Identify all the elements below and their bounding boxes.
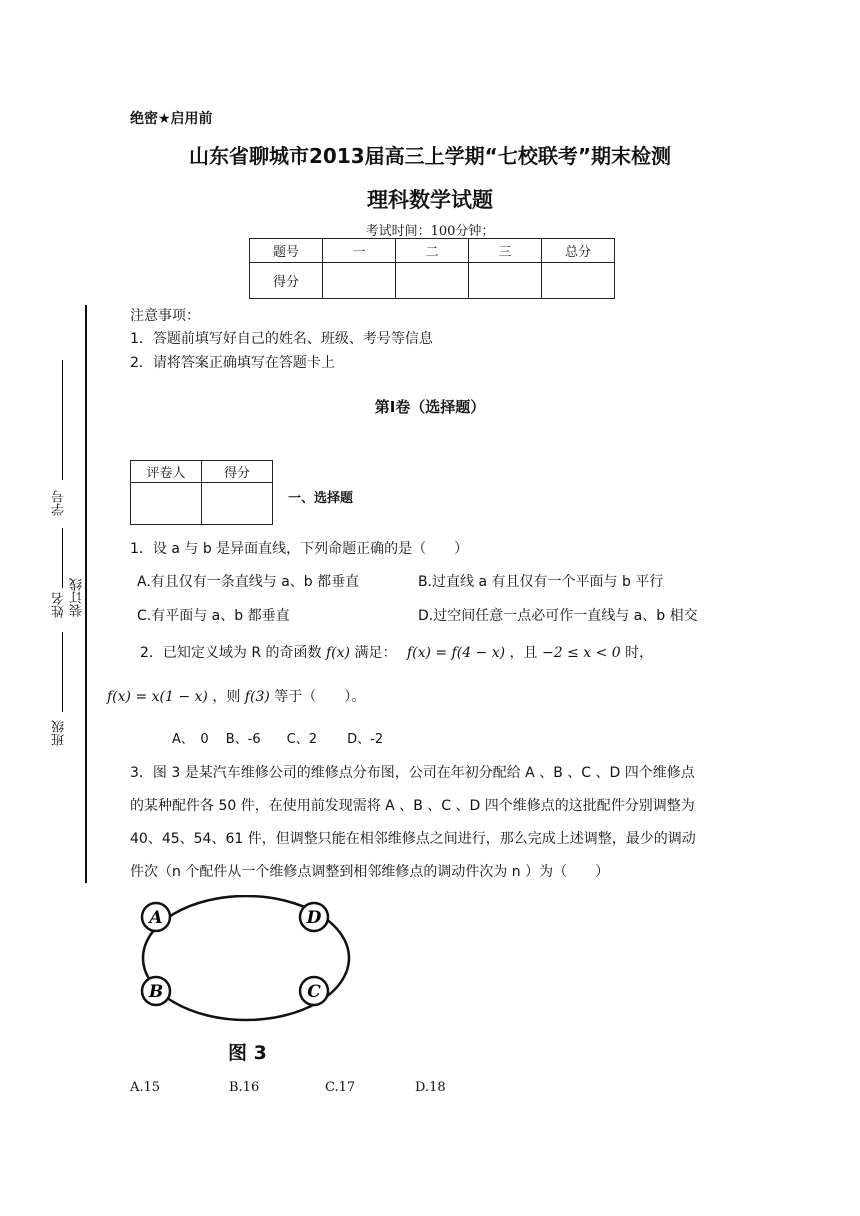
question-3-option-a: A.15 xyxy=(130,1080,161,1095)
question-2-stem-line1 xyxy=(140,642,720,662)
notice-item: 1．答题前填写好自己的姓名、班级、考号等信息 xyxy=(130,331,433,347)
question-3-option-c: C.17 xyxy=(325,1080,356,1095)
grader-cell[interactable] xyxy=(131,483,202,525)
fill-line xyxy=(62,360,63,480)
score-header-cell: 一 xyxy=(323,239,396,263)
question-2-stem-line2 xyxy=(107,686,365,706)
grader-header: 评卷人 xyxy=(131,461,202,483)
binding-line-label: 装订线 xyxy=(70,578,85,617)
question-3-option-b: B.16 xyxy=(229,1080,260,1095)
score-row-label: 得分 xyxy=(250,263,323,299)
secret-label: 绝密★启用前 xyxy=(130,111,213,127)
svg-text:A: A xyxy=(149,908,163,928)
score-header-cell: 题号 xyxy=(250,239,323,263)
question-1-option-c: C.有平面与 a、b 都垂直 xyxy=(137,608,290,624)
svg-text:B: B xyxy=(148,982,164,1002)
notice-item: 2．请将答案正确填写在答题卡上 xyxy=(130,355,335,371)
question-3-option-d: D.18 xyxy=(415,1080,446,1095)
q2-text: 满足： xyxy=(354,645,397,661)
class-label: 班级 xyxy=(52,720,67,746)
grader-table xyxy=(130,460,273,525)
repair-station-diagram xyxy=(134,895,364,1060)
svg-text:D: D xyxy=(306,908,322,928)
choice-section-title: 一、选择题 xyxy=(288,491,354,506)
exam-subtitle: 理科数学试题 xyxy=(367,188,493,212)
score-header-cell: 总分 xyxy=(542,239,615,263)
q2-text: 2．已知定义域为 R 的奇函数 xyxy=(140,645,322,661)
question-3-line: 40、45、54、61 件，但调整只能在相邻维修点之间进行，那么完成上述调整，最少的调动 xyxy=(130,831,696,847)
question-1-option-d: D.过空间任意一点必可作一直线与 a、b 相交 xyxy=(418,608,698,624)
fill-line xyxy=(62,632,63,712)
q2-math: f(x) = x(1 − x) xyxy=(107,689,208,705)
q2-math: f(3) xyxy=(244,689,270,705)
station-node-c xyxy=(300,977,328,1005)
score-table xyxy=(249,238,615,299)
question-3-line: 3．图 3 是某汽车维修公司的维修点分布图，公司在年初分配给 A 、B 、C 、D 四个维修点 xyxy=(130,765,695,781)
score-cell[interactable] xyxy=(396,263,469,299)
notice-title: 注意事项： xyxy=(130,308,200,324)
grader-cell[interactable] xyxy=(202,483,273,525)
exam-time: 考试时间：100分钟； xyxy=(365,224,495,239)
score-header-cell: 二 xyxy=(396,239,469,263)
question-3-line: 件次（n 个配件从一个维修点调整到相邻维修点的调动件次为 n ）为（ ） xyxy=(130,864,610,880)
exam-title: 山东省聊城市2013届高三上学期“七校联考”期末检测 xyxy=(189,144,671,168)
question-3-line: 的某种配件各 50 件，在使用前发现需将 A 、B 、C 、D 四个维修点的这批配件分别调整为 xyxy=(130,798,695,814)
fill-line xyxy=(62,528,63,588)
q2-math: f(x) = f(4 − x) xyxy=(406,645,506,661)
grader-header: 得分 xyxy=(202,461,273,483)
score-header-cell: 三 xyxy=(469,239,542,263)
station-node-a xyxy=(142,903,170,931)
score-cell[interactable] xyxy=(323,263,396,299)
figure-caption: 图 3 xyxy=(228,1042,267,1064)
station-node-d xyxy=(300,903,328,931)
question-1-option-b: B.过直线 a 有且仅有一个平面与 b 平行 xyxy=(418,574,664,590)
score-cell[interactable] xyxy=(469,263,542,299)
q2-math: f(x) xyxy=(326,645,351,661)
student-id-label: 学号 xyxy=(52,490,67,516)
q2-text: ，且 xyxy=(509,645,538,661)
score-cell[interactable] xyxy=(542,263,615,299)
q2-text: 时， xyxy=(625,645,654,661)
question-1-stem: 1．设 a 与 b 是异面直线，下列命题正确的是（ ） xyxy=(130,541,469,557)
svg-text:C: C xyxy=(307,982,321,1002)
question-2-options: A、 0 B、-6 C、2 D、-2 xyxy=(172,732,384,747)
question-1-option-a: A.有且仅有一条直线与 a、b 都垂直 xyxy=(137,574,360,590)
q2-text: ，则 xyxy=(212,689,241,705)
q2-math: −2 ≤ x < 0 xyxy=(542,645,621,661)
station-node-b xyxy=(142,977,170,1005)
section-title: 第Ⅰ卷（选择题） xyxy=(374,398,486,416)
q2-text: 等于（ ）。 xyxy=(274,689,366,705)
name-label: 姓名 xyxy=(52,592,67,618)
